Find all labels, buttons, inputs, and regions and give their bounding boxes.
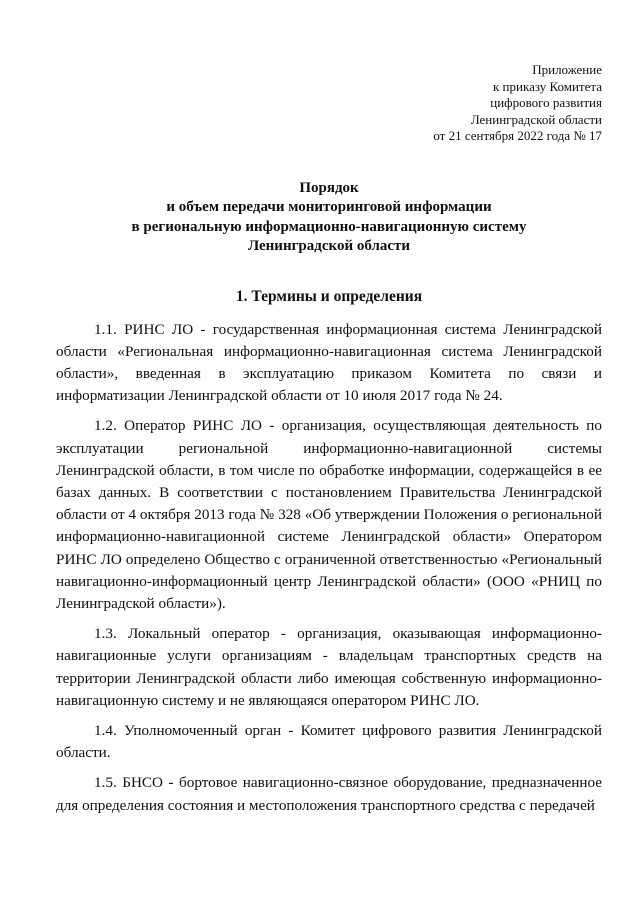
paragraph: 1.1. РИНС ЛО - государственная информационная система Ленинградской области «Региональная информационно-навигационная система Ленинградской области», введенная в эксплуатацию приказом Комитета по связи и информатизации Ленинградской области от 10 июля 2017 года № 24. xyxy=(56,320,602,405)
paragraph: 1.5. БНСО - бортовое навигационно-связное оборудование, предназначенное для определения состояния и местоположения транспортного средства с передачей xyxy=(56,774,602,814)
title-line: Ленинградской области xyxy=(247,238,411,254)
title-line: Порядок xyxy=(299,179,359,196)
title-line: и объем передачи мониторинговой информации xyxy=(166,199,492,215)
title-line: в региональную информационно-навигационную систему xyxy=(131,218,527,235)
paragraph: 1.2. Оператор РИНС ЛО - организация, осуществляющая деятельность по эксплуатации региональной информационно-навигационной системы Ленинградской области, в том числе по обработке информации, содержащейся в ее базах данных. В соответствии с постановлением Правительства Ленинградской области от 4 октября 2013 года № 328 «Об утверждении Положения о региональной информационно-навигационной системе Ленинградской области» Оператором РИНС ЛО определено Общество с ограниченной ответственностью «Региональный навигационно-информационный центр Ленинградской области» (ООО «РНИЦ по Ленинградской области»). xyxy=(56,417,602,612)
annex-line: цифрового развития xyxy=(490,95,602,110)
document-body xyxy=(56,319,602,817)
annex-line: Ленинградской области xyxy=(470,111,602,127)
document-title xyxy=(56,179,602,257)
paragraph: 1.3. Локальный оператор - организация, оказывающая информационно-навигационные услуги организациям - владельцам транспортных средств на территории Ленинградской области либо имеющая собственную информационно-навигационную систему и не являющаяся оператором РИНС ЛО. xyxy=(56,625,602,709)
annex-line: Приложение xyxy=(532,62,602,77)
section-heading: 1. Термины и определения xyxy=(235,287,423,305)
annex-line: от 21 сентября 2022 года № 17 xyxy=(433,128,602,143)
annex-line: к приказу Комитета xyxy=(492,78,602,94)
annex-block xyxy=(56,62,602,145)
paragraph: 1.4. Уполномоченный орган - Комитет цифрового развития Ленинградской области. xyxy=(56,721,602,762)
